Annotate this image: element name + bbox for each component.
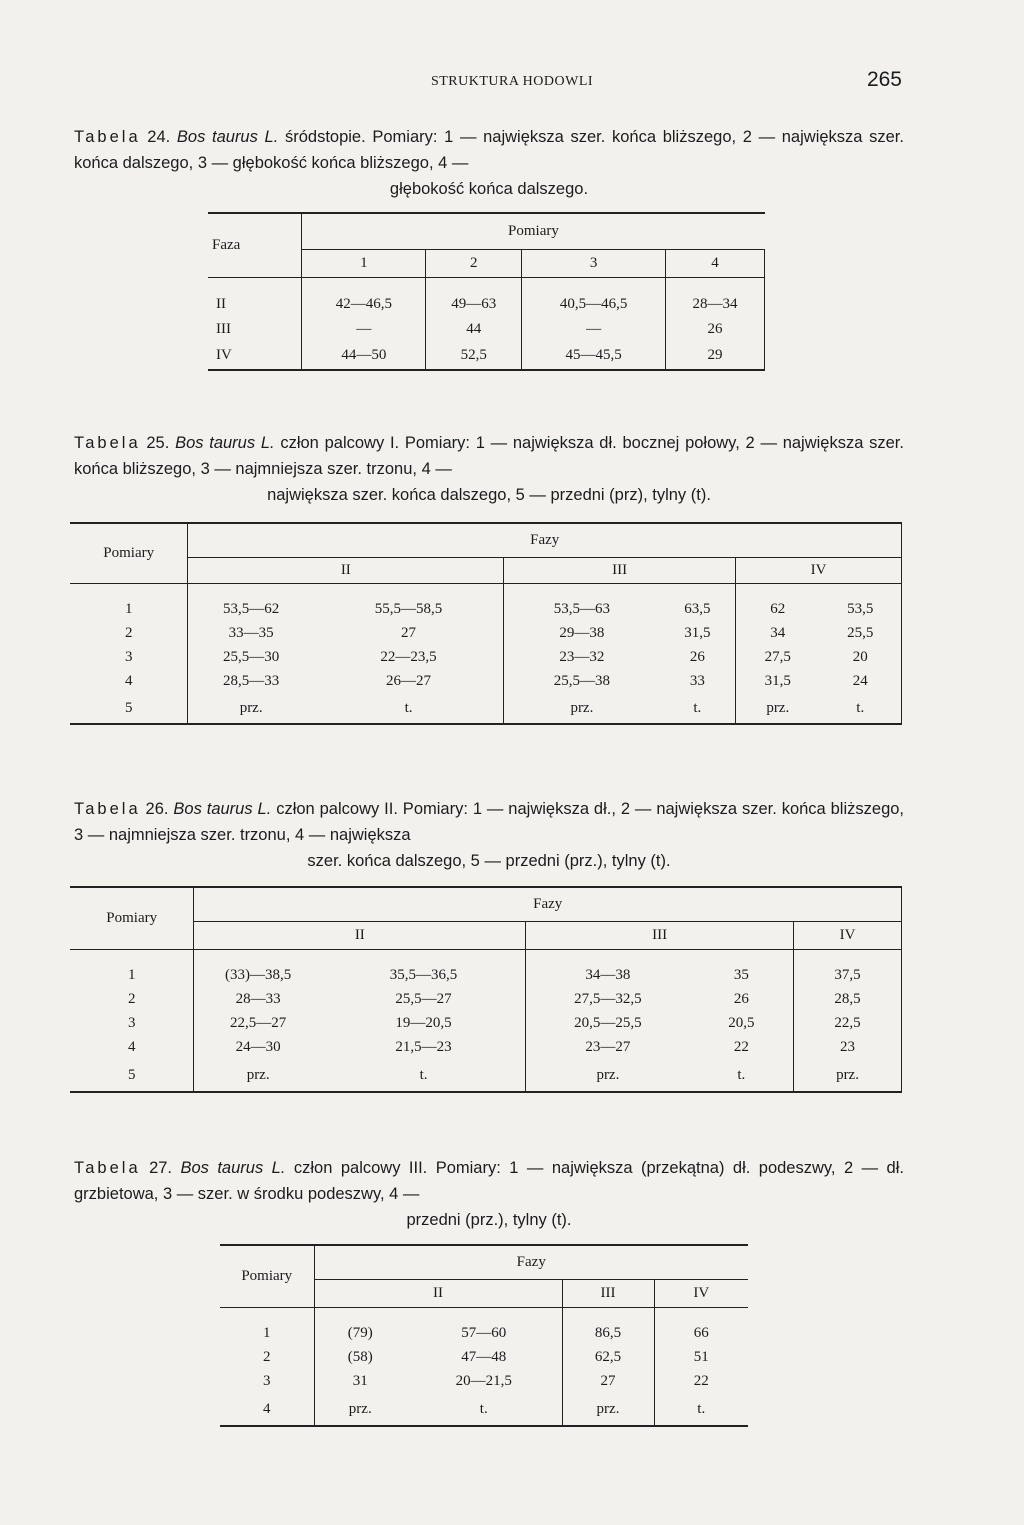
table-cell: 29—38	[504, 622, 660, 646]
table-cell: prz.	[314, 1394, 406, 1426]
table-cell: 53,5—62	[188, 598, 314, 622]
table-cell: 47—48	[461, 1349, 507, 1365]
table-cell: 37,5	[794, 964, 902, 988]
table-row	[220, 1394, 748, 1426]
row-label: IV	[208, 342, 302, 370]
table-cell: 66	[654, 1322, 748, 1346]
table-cell: 19—20,5	[395, 1015, 452, 1031]
table-cell: 20,5	[728, 1015, 755, 1031]
table-cell: 45—45,5	[522, 342, 666, 370]
table-cell: 25,5—30	[188, 646, 314, 670]
caption-text: człon palcowy II. Pomiary: 1 — największa dł., 2 — największa szer. końca bliższego, 3 — najmniejsza szer. trzonu, 4 — największa	[74, 800, 905, 844]
table-cell: 20	[820, 646, 902, 670]
table-cell: 35,5—36,5	[389, 967, 458, 983]
table-header-fazy: Fazy	[314, 1245, 748, 1279]
table-cell: 34—38	[526, 964, 690, 988]
column-header: 1	[302, 249, 426, 277]
caption-number: 24.	[147, 128, 171, 146]
table-cell: 40,5—46,5	[522, 292, 666, 317]
table-cell: 62	[736, 598, 820, 622]
table-cell: 63,5	[684, 601, 711, 617]
caption-tabela-25	[74, 430, 904, 508]
table-cell: 34	[736, 622, 820, 646]
table-cell: 27,5	[736, 646, 820, 670]
table-cell: (58)	[314, 1346, 406, 1370]
row-label: II	[216, 295, 226, 312]
table-cell: 33	[689, 673, 705, 689]
table-header-fazy: Fazy	[188, 523, 902, 557]
running-title: STRUKTURA HODOWLI	[430, 74, 594, 89]
row-label: 1	[127, 967, 136, 983]
caption-species: Bos taurus L.	[180, 1159, 286, 1177]
caption-number: 27.	[149, 1159, 173, 1177]
table-cell: 31,5	[684, 625, 711, 641]
table-cell: 53,5	[820, 598, 902, 622]
table-header-pomiary: Pomiary	[302, 213, 765, 249]
phase-header: III	[526, 921, 794, 949]
table-cell: —	[302, 317, 426, 342]
table-row	[70, 1060, 902, 1092]
row-label: 4	[220, 1394, 314, 1426]
table-cell: 25,5	[820, 622, 902, 646]
phase-header: IV	[736, 557, 902, 583]
column-header: 3	[522, 249, 666, 277]
table-cell: 25,5—38	[504, 670, 660, 694]
table-26	[70, 886, 902, 1093]
table-header-faza: Faza	[208, 213, 302, 277]
table-row	[70, 1036, 902, 1060]
phase-header: IV	[654, 1279, 748, 1307]
table-cell: 22—23,5	[380, 649, 437, 665]
table-cell: 27,5—32,5	[526, 988, 690, 1012]
row-label: 3	[127, 1015, 136, 1031]
table-row	[70, 988, 902, 1012]
row-label: 3	[263, 1373, 271, 1389]
table-cell: 44	[426, 317, 522, 342]
row-label: 5	[70, 1060, 194, 1092]
table-row	[208, 292, 765, 317]
table-cell: 27	[401, 625, 417, 641]
table-cell: 49—63	[426, 292, 522, 317]
phase-header: II	[194, 921, 526, 949]
table-cell: 23—32	[504, 646, 660, 670]
caption-last-line: przedni (prz.), tylny (t).	[406, 1211, 572, 1229]
row-label: 1	[263, 1325, 271, 1341]
table-cell: 22	[654, 1370, 748, 1394]
caption-species: Bos taurus L.	[175, 434, 275, 452]
table-row	[70, 1012, 902, 1036]
table-cell: 28,5	[794, 988, 902, 1012]
phase-header: IV	[794, 921, 902, 949]
table-cell: prz.	[504, 694, 660, 724]
caption-tabela-27	[74, 1155, 904, 1233]
table-cell: t.	[406, 1394, 562, 1426]
table-cell: t.	[322, 1060, 526, 1092]
table-cell: 44—50	[302, 342, 426, 370]
caption-text: śródstopie. Pomiary: 1 — największa szer. końca bliższego, 2 — największa szer. końca dalszego, 3 — głębokość końca bliższego, 4 —	[74, 128, 904, 172]
table-row	[70, 670, 902, 694]
page-number: 265	[866, 68, 902, 91]
table-cell: 35	[733, 967, 749, 983]
table-row	[220, 1370, 748, 1394]
table-cell: 28—33	[194, 988, 322, 1012]
caption-species: Bos taurus L.	[176, 128, 279, 146]
table-cell: t.	[314, 694, 504, 724]
table-cell: 26	[733, 991, 749, 1007]
row-label: 2	[124, 625, 133, 641]
table-cell: 53,5—63	[504, 598, 660, 622]
table-row	[70, 622, 902, 646]
table-cell: 20,5—25,5	[526, 1012, 690, 1036]
row-label: III	[216, 320, 231, 337]
caption-label: Tabela	[74, 1159, 141, 1177]
table-24	[208, 212, 765, 371]
table-row	[220, 1322, 748, 1346]
table-cell: (79)	[314, 1322, 406, 1346]
table-cell: 57—60	[461, 1325, 507, 1341]
table-cell: 23—27	[526, 1036, 690, 1060]
table-cell: 25,5—27	[395, 991, 452, 1007]
caption-last-line: największa szer. końca dalszego, 5 — przedni (prz), tylny (t).	[267, 486, 711, 504]
table-cell: t.	[660, 694, 736, 724]
row-label: 2	[263, 1349, 271, 1365]
table-row	[208, 317, 765, 342]
caption-text: człon palcowy I. Pomiary: 1 — największa dł. bocznej połowy, 2 — największa szer. końca bliższego, 3 — najmniejsza szer. trzonu, 4 —	[74, 434, 904, 478]
table-cell: prz.	[736, 694, 820, 724]
caption-number: 25.	[146, 434, 170, 452]
table-header-fazy: Fazy	[194, 887, 902, 921]
table-cell: 24—30	[194, 1036, 322, 1060]
row-label: 3	[124, 649, 133, 665]
table-cell: 21,5—23	[395, 1039, 452, 1055]
table-cell: prz.	[188, 694, 314, 724]
table-header-pomiary: Pomiary	[70, 887, 194, 949]
table-cell: 23	[794, 1036, 902, 1060]
table-cell: 22,5	[794, 1012, 902, 1036]
table-cell: 52,5	[426, 342, 522, 370]
table-cell: prz.	[794, 1060, 902, 1092]
table-27	[220, 1244, 748, 1427]
row-label: 4	[127, 1039, 136, 1055]
caption-tabela-24	[74, 124, 904, 202]
table-cell: t.	[654, 1394, 748, 1426]
table-row	[220, 1346, 748, 1370]
table-cell: 26	[689, 649, 705, 665]
table-cell: 31	[314, 1370, 406, 1394]
table-cell: 62,5	[562, 1346, 654, 1370]
table-cell: t.	[820, 694, 902, 724]
table-cell: 24	[820, 670, 902, 694]
table-cell: 27	[562, 1370, 654, 1394]
table-cell: 33—35	[188, 622, 314, 646]
table-header-pomiary: Pomiary	[70, 523, 188, 583]
table-cell: prz.	[526, 1060, 690, 1092]
caption-last-line: szer. końca dalszego, 5 — przedni (prz.), tylny (t).	[307, 852, 671, 870]
table-cell: —	[522, 317, 666, 342]
table-cell: 26	[666, 317, 765, 342]
caption-number: 26.	[145, 800, 169, 818]
table-cell: prz.	[562, 1394, 654, 1426]
table-row	[70, 964, 902, 988]
table-cell: 86,5	[562, 1322, 654, 1346]
phase-header: II	[188, 557, 504, 583]
column-header: 2	[426, 249, 522, 277]
column-header: 4	[666, 249, 765, 277]
table-row	[70, 646, 902, 670]
table-cell: 51	[654, 1346, 748, 1370]
caption-label: Tabela	[74, 434, 141, 452]
table-cell: 20—21,5	[455, 1373, 512, 1389]
phase-header: III	[504, 557, 736, 583]
table-header-pomiary: Pomiary	[220, 1245, 314, 1307]
caption-text: człon palcowy III. Pomiary: 1 — największa (przekątna) dł. podeszwy, 2 — dł. grzbietowa, 3 — szer. w środku podeszwy, 4 —	[74, 1159, 904, 1203]
phase-header: II	[314, 1279, 562, 1307]
table-row	[70, 598, 902, 622]
table-25	[70, 522, 902, 725]
table-cell: 29	[666, 342, 765, 370]
table-row	[70, 694, 902, 724]
caption-last-line: głębokość końca dalszego.	[389, 180, 589, 198]
table-cell: (33)—38,5	[194, 964, 322, 988]
table-cell: prz.	[194, 1060, 322, 1092]
phase-header: III	[562, 1279, 654, 1307]
table-row	[208, 342, 765, 370]
caption-label: Tabela	[74, 800, 141, 818]
row-label: 2	[127, 991, 136, 1007]
caption-species: Bos taurus L.	[173, 800, 272, 818]
caption-label: Tabela	[74, 128, 141, 146]
table-cell: 22	[733, 1039, 749, 1055]
table-cell: 31,5	[736, 670, 820, 694]
row-label: 4	[124, 673, 133, 689]
row-label: 1	[124, 601, 133, 617]
row-label: 5	[70, 694, 188, 724]
table-cell: 22,5—27	[194, 1012, 322, 1036]
table-cell: t.	[690, 1060, 794, 1092]
table-cell: 55,5—58,5	[374, 601, 443, 617]
table-cell: 28—34	[666, 292, 765, 317]
table-cell: 42—46,5	[302, 292, 426, 317]
table-cell: 26—27	[386, 673, 432, 689]
caption-tabela-26	[74, 796, 904, 874]
table-cell: 28,5—33	[188, 670, 314, 694]
